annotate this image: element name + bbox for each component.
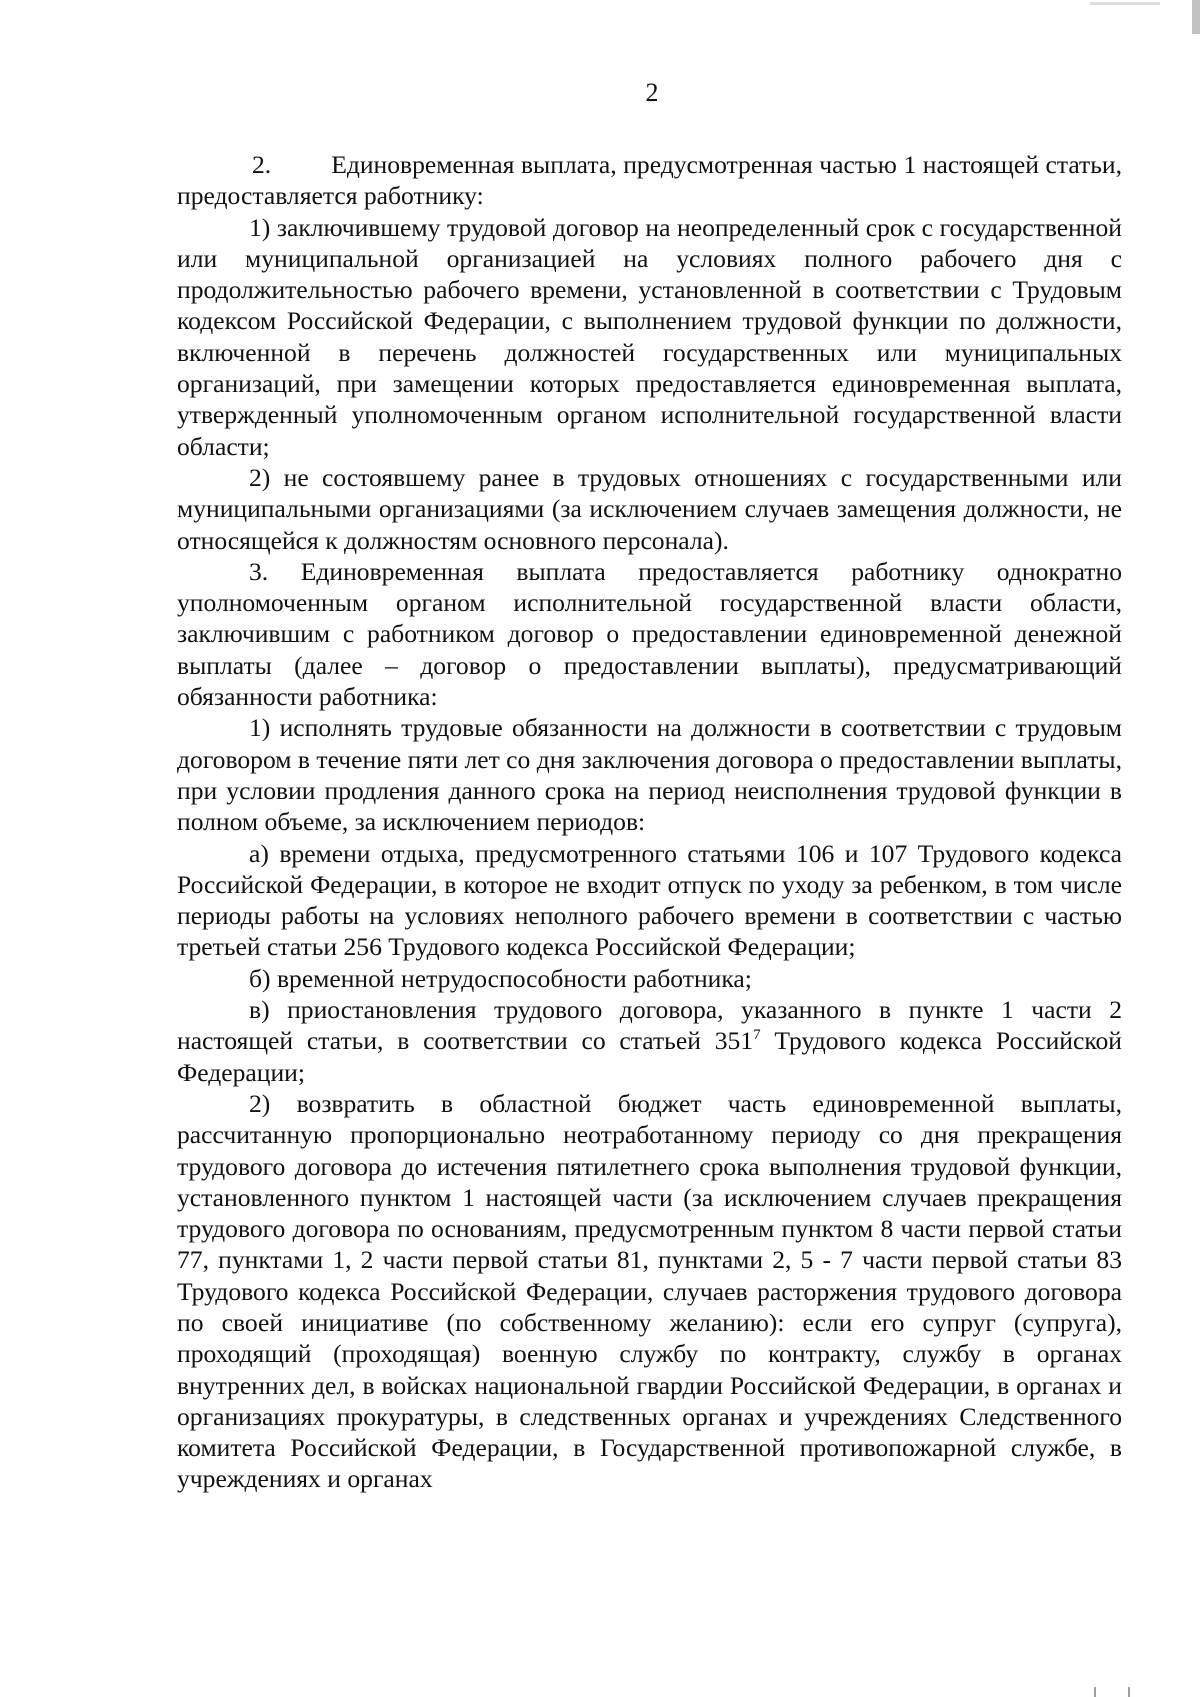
- paragraph-2-item-2: 2) не состоявшему ранее в трудовых отношениях с государственными или муниципальными организациями (за исключением случаев замещения должности, не относящейся к должностям основного персонала).: [177, 462, 1122, 555]
- paragraph-3-item-1-v-text: в) приостановления трудового договора, указанного в пункте 1 части 2 настоящей статьи, в соответствии со статьей 351: [177, 995, 1122, 1056]
- paragraph-3-item-1-b: б) временной нетрудоспособности работника;: [249, 963, 752, 993]
- paragraph-2: [177, 149, 1122, 212]
- scan-edge-mark-top-line: [1090, 2, 1160, 5]
- page-number: 2: [645, 78, 659, 107]
- paragraph-2-text: Единовременная выплата, предусмотренная частью 1 настоящей статьи, предоставляется работнику:: [177, 150, 1122, 211]
- paragraph-2-item-1: 1) заключившему трудовой договор на неопределенный срок с государственной или муниципальной организацией на условиях полного рабочего дня с продолжительностью рабочего времени, установленной в соответствии с Трудовым кодексом Российской Федерации, с выполнением трудовой функции по должности, включенной в перечень должностей государственных или муниципальных организаций, при замещении которых предоставляется единовременная выплата, утвержденный уполномоченным органом исполнительной государственной власти области;: [177, 212, 1122, 461]
- paragraph-3-item-1-v-text-end: Трудового кодекса Российской Федерации;: [177, 1026, 1122, 1087]
- scan-edge-mark-top: [1192, 0, 1200, 34]
- scan-edge-mark-bottom: [1094, 1687, 1130, 1697]
- paragraph-3-item-1-v: [177, 994, 1122, 1088]
- paragraph-3-item-2: 2) возвратить в областной бюджет часть единовременной выплаты, рассчитанную пропорционально неотработанному периоду со дня прекращения трудового договора до истечения пятилетнего срока выполнения трудовой функции, установленного пунктом 1 настоящей части (за исключением случаев прекращения трудового договора по основаниям, предусмотренным пунктом 8 части первой статьи 77, пунктами 1, 2 части первой статьи 81, пунктами 2, 5 - 7 части первой статьи 83 Трудового кодекса Российской Федерации, случаев расторжения трудового договора по своей инициативе (по собственному желанию): если его супруг (супруга), проходящий (проходящая) военную службу по контракту, службу в органах внутренних дел, в войсках национальной гвардии Российской Федерации, в органах и организациях прокуратуры, в следственных органах и учреждениях Следственного комитета Российской Федерации, в Государственной противопожарной службе, в учреждениях и органах: [177, 1088, 1122, 1494]
- paragraph-3-item-1-a: а) времени отдыха, предусмотренного статьями 106 и 107 Трудового кодекса Российской Федерации, в которое не входит отпуск по уходу за ребенком, в том числе периоды работы на условиях неполного рабочего времени в соответствии с частью третьей статьи 256 Трудового кодекса Российской Федерации;: [177, 838, 1122, 962]
- document-body: [177, 149, 1122, 1495]
- paragraph-2-number: 2.: [252, 150, 272, 179]
- article-superscript: 7: [753, 1027, 761, 1044]
- paragraph-3: 3. Единовременная выплата предоставляется работнику однократно уполномоченным органом исполнительной государственной власти области, заключившим с работником договор о предоставлении единовременной денежной выплаты (далее – договор о предоставлении выплаты), предусматривающий обязанности работника:: [177, 556, 1122, 712]
- paragraph-3-item-1: 1) исполнять трудовые обязанности на должности в соответствии с трудовым договором в течение пяти лет со дня заключения договора о предоставлении выплаты, при условии продления данного срока на период неисполнения трудовой функции в полном объеме, за исключением периодов:: [177, 713, 1122, 837]
